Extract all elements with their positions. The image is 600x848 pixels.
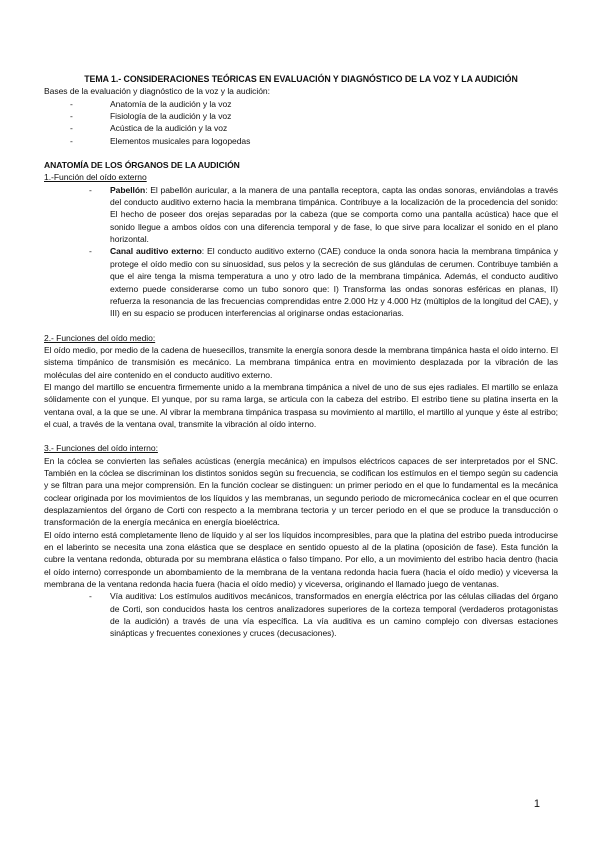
term-canal: Canal auditivo externo: [110, 246, 202, 257]
section-heading-inner-ear: 3.- Funciones del oído interno:: [44, 443, 158, 454]
document-title: TEMA 1.- CONSIDERACIONES TEÓRICAS EN EVALUACIÓN Y DIAGNÓSTICO DE LA VOZ Y LA AUDICIÓN: [84, 74, 518, 84]
bullet-pabellon: - Pabellón: El pabellón auricular, a la manera de una pantalla receptora, capta las ondas sonoras, enviándolas a través del conducto auditivo externo hacia la membrana timpánica. Contribuye a la localización de la procedencia del sonido: El hecho de poseer dos orejas separadas por la cabeza (que se comporta como una pantalla acústica) hace que el sonido llegue a ambos oídos con una diferencia temporal y de fase, lo que sirve para localizar el sonido en el plano horizontal.: [89, 184, 558, 245]
text-pabellon: : El pabellón auricular, a la manera de una pantalla receptora, capta las ondas sonoras, enviándolas a través del conducto auditivo externo hacia la membrana timpánica. Contribuye a la localización de la procedencia del sonido: El hecho de poseer dos orejas separadas por la cabeza (que se comporta como una pantalla acústica) hace que el sonido llegue a ambos oídos con una diferencia temporal y de fase, lo que sirve para localizar el sonido en el plano horizontal.: [110, 184, 558, 245]
section-heading-anatomy: ANATOMÍA DE LOS ÓRGANOS DE LA AUDICIÓN: [44, 160, 240, 171]
subheading-outer-ear: 1.-Función del oído externo: [44, 172, 147, 183]
spacer: [44, 320, 558, 332]
list-item: - Acústica de la audición y la voz: [70, 123, 228, 134]
spacer: [44, 147, 558, 159]
document-body: [44, 73, 558, 640]
page-number: 1: [533, 798, 540, 810]
spacer: [44, 430, 558, 442]
list-item: - Elementos musicales para logopedas: [70, 135, 251, 146]
term-pabellon: Pabellón: [110, 184, 146, 195]
text-via-auditiva: Vía auditiva: Los estímulos auditivos mecánicos, transformados en energía eléctrica por las células ciliadas del órgano de Corti, son conducidos hasta los centros analizadores superiores de la corteza temporal (verdaderos protagonistas de la audición) a través de una vía específica. La vía auditiva es un camino complejo con diversas estaciones sinápticas y frecuentes conexiones y cruces (decusaciones).: [110, 591, 558, 639]
paragraph: El oído interno está completamente lleno de líquido y al ser los líquidos incompresibles, para que la platina del estribo pueda introducirse en el laberinto se necesita una zona elástica que se desplace en sentido opuesto al de la platina (oposición de fase). Esta función la cubre la ventana redonda, obturada por su membrana elástica o falso tímpano. Por ello, a un movimiento del estribo hacia dentro (hacia el oído interno) corresponde un abombamiento de la membrana de la ventana redonda hacia fuera (hacia el oído medio) y viceversa la membrana de la ventana redonda hacia fuera (hacia el oído medio) y viceversa, originando el llamado juego de ventanas.: [44, 529, 558, 590]
paragraph: En la cóclea se convierten las señales acústicas (energía mecánica) en impulsos eléctricos capaces de ser interpretados por el SNC. También en la cóclea se discriminan los distintos sonidos según su frecuencia, se codifican los estímulos en el tiempo según su cadencia y se filtran para una mejor comprensión. En la función coclear se distinguen: un primer periodo en el que lo fundamental es la mecánica coclear originada por los movimientos de los líquidos y las membranas, un segundo periodo de micromecánica coclear en el que ocurren desplazamientos del órgano de Corti con respecto a la membrana tectoria y un tercer periodo en el que se produce la transducción o transformación de la energía mecánica en energía bioeléctrica.: [44, 455, 558, 528]
bases-list: [44, 98, 558, 147]
text-canal: : El conducto auditivo externo (CAE) conduce la onda sonora hacia la membrana timpánica y protege el oído medio con su sinuosidad, sus pelos y la secreción de sus glándulas de cerumen. Contribuye también a que el aire tenga la misma temperatura a uno y otro lado de la membrana timpánica. Además, el conducto auditivo externo puede considerarse como un tubo sonoro que: I) Transforma las ondas sonoras esféricas en planas, II) refuerza la resonancia de las frecuencias comprendidas entre 2.000 Hz y 4.000 Hz (múltiplos de la longitud del CAE), y III) en su espacio se producen interferencias al originarse ondas estacionarias.: [110, 246, 559, 319]
paragraph: El oído medio, por medio de la cadena de huesecillos, transmite la energía sonora desde la membrana timpánica hasta el oído interno. El sistema timpánico de transmisión es mecánico. La membrana timpánica entra en movimiento desplazada por la vibración de las moléculas del aire contenido en el conducto auditivo externo.: [44, 344, 558, 380]
list-item: - Fisiología de la audición y la voz: [70, 111, 232, 122]
bullet-via-auditiva: - Vía auditiva: Los estímulos auditivos mecánicos, transformados en energía eléctrica por las células ciliadas del órgano de Corti, son conducidos hasta los centros analizadores superiores de la corteza temporal (verdaderos protagonistas de la audición) a través de una vía específica. La vía auditiva es un camino complejo con diversas estaciones sinápticas y frecuentes conexiones y cruces (decusaciones).: [89, 591, 558, 639]
bullet-canal: - Canal auditivo externo: El conducto auditivo externo (CAE) conduce la onda sonora hacia la membrana timpánica y protege el oído medio con su sinuosidad, sus pelos y la secreción de sus glándulas de cerumen. Contribuye también a que el aire tenga la misma temperatura a uno y otro lado de la membrana timpánica. Además, el conducto auditivo externo puede considerarse como un tubo sonoro que: I) Transforma las ondas sonoras esféricas en planas, II) refuerza la resonancia de las frecuencias comprendidas entre 2.000 Hz y 4.000 Hz (múltiplos de la longitud del CAE), y III) en su espacio se producen interferencias al originarse ondas estacionarias.: [89, 246, 559, 319]
list-item: - Anatomía de la audición y la voz: [70, 98, 232, 109]
paragraph: El mango del martillo se encuentra firmemente unido a la membrana timpánica a nivel de uno de sus ejes radiales. El martillo se enlaza sólidamente con el yunque. El yunque, por su rama larga, se articula con la cabeza del estribo. El estribo tiene su platina inserta en la ventana oval, a la que se une. Al vibrar la membrana timpánica traspasa su movimiento al martillo, el martillo al yunque y éste al estribo; el cual, a través de la ventana oval, transmite la vibración al oído interno.: [44, 381, 558, 429]
section-heading-middle-ear: 2.- Funciones del oído medio:: [44, 332, 156, 343]
intro-line: Bases de la evaluación y diagnóstico de la voz y la audición:: [44, 86, 270, 97]
